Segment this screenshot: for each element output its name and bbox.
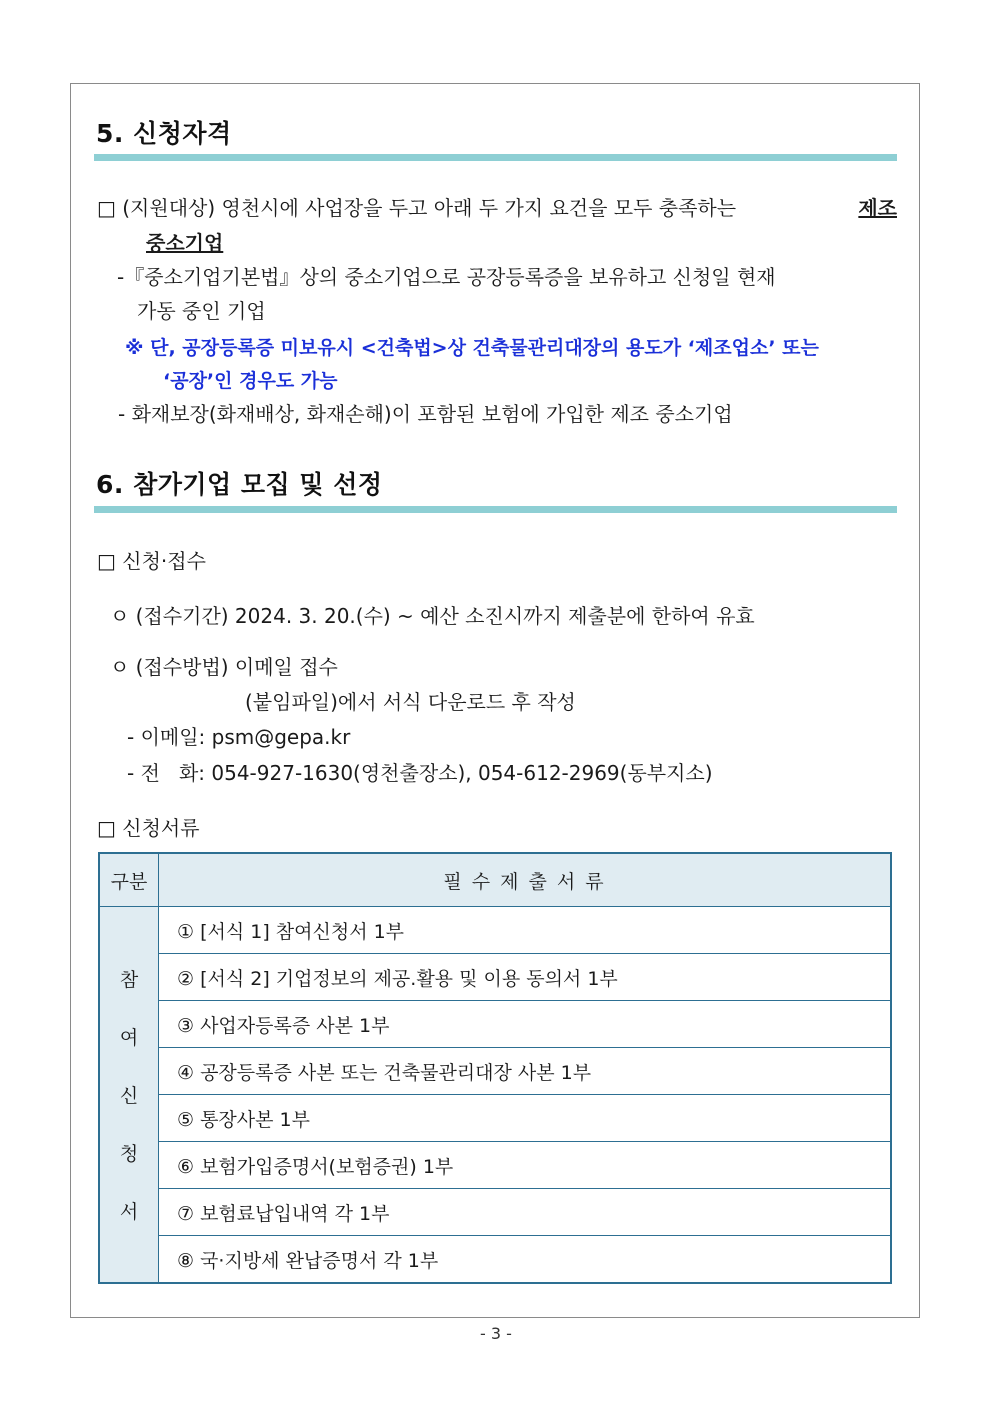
header-documents: 필 수 제 출 서 류 (159, 853, 892, 907)
table-row (99, 1142, 891, 1189)
category-char: 신 (119, 1085, 139, 1107)
contact-phone: - 전 화: 054-927-1630(영천출장소), 054-612-2969(동부지소) (127, 761, 713, 785)
apply-heading: □ 신청·접수 (97, 549, 206, 573)
docs-heading: □ 신청서류 (97, 816, 200, 840)
table-row (99, 954, 891, 1001)
requirement-1-cont: 가동 중인 기업 (137, 299, 266, 323)
section-5-divider (94, 154, 897, 161)
table-header-row (99, 853, 891, 907)
document-item: ① [서식 1] 참여신청서 1부 (159, 907, 892, 954)
target-line (97, 192, 897, 221)
category-char: 여 (119, 1027, 139, 1049)
category-char: 청 (119, 1143, 139, 1165)
page-number: - 3 - (480, 1324, 512, 1343)
exception-note-cont: ‘공장’인 경우도 가능 (163, 370, 338, 392)
required-documents-table (98, 852, 892, 1284)
contact-email: - 이메일: psm@gepa.kr (127, 725, 351, 749)
section-5-title: 5. 신청자격 (96, 119, 232, 148)
apply-method-cont: (붙임파일)에서 서식 다운로드 후 작성 (245, 690, 576, 714)
table-row (99, 1048, 891, 1095)
requirement-1: -『중소기업기본법』상의 중소기업으로 공장등록증을 보유하고 신청일 현재 (117, 265, 776, 289)
document-item: ② [서식 2] 기업정보의 제공.활용 및 이용 동의서 1부 (159, 954, 892, 1001)
document-item: ③ 사업자등록증 사본 1부 (159, 1001, 892, 1048)
target-emphasis-cont: 중소기업 (146, 231, 224, 255)
document-item: ⑤ 통장사본 1부 (159, 1095, 892, 1142)
exception-note: ※ 단, 공장등록증 미보유시 <건축법>상 건축물관리대장의 용도가 ‘제조업소’ 또는 (125, 337, 819, 359)
category-cell (99, 907, 159, 1284)
document-item: ⑧ 국·지방세 완납증명서 각 1부 (159, 1236, 892, 1284)
document-item: ④ 공장등록증 사본 또는 건축물관리대장 사본 1부 (159, 1048, 892, 1095)
header-category: 구분 (99, 853, 159, 907)
apply-period: ㅇ (접수기간) 2024. 3. 20.(수) ~ 예산 소진시까지 제출분에 한하여 유효 (110, 604, 755, 628)
document-item: ⑦ 보험료납입내역 각 1부 (159, 1189, 892, 1236)
table-row (99, 1001, 891, 1048)
section-6-title: 6. 참가기업 모집 및 선정 (96, 470, 383, 499)
apply-method: ㅇ (접수방법) 이메일 접수 (110, 655, 338, 679)
category-char: 참 (119, 969, 139, 991)
table-row (99, 1095, 891, 1142)
target-text: □ (지원대상) 영천시에 사업장을 두고 아래 두 가지 요건을 모두 충족하는 (97, 196, 737, 220)
table-row (99, 1189, 891, 1236)
target-emphasis: 제조 (858, 196, 897, 220)
requirement-2: - 화재보장(화재배상, 화재손해)이 포함된 보험에 가입한 제조 중소기업 (118, 402, 733, 426)
document-item: ⑥ 보험가입증명서(보험증권) 1부 (159, 1142, 892, 1189)
table-row (99, 907, 891, 954)
table-row (99, 1236, 891, 1284)
category-char: 서 (119, 1201, 139, 1223)
section-6-divider (94, 506, 897, 513)
